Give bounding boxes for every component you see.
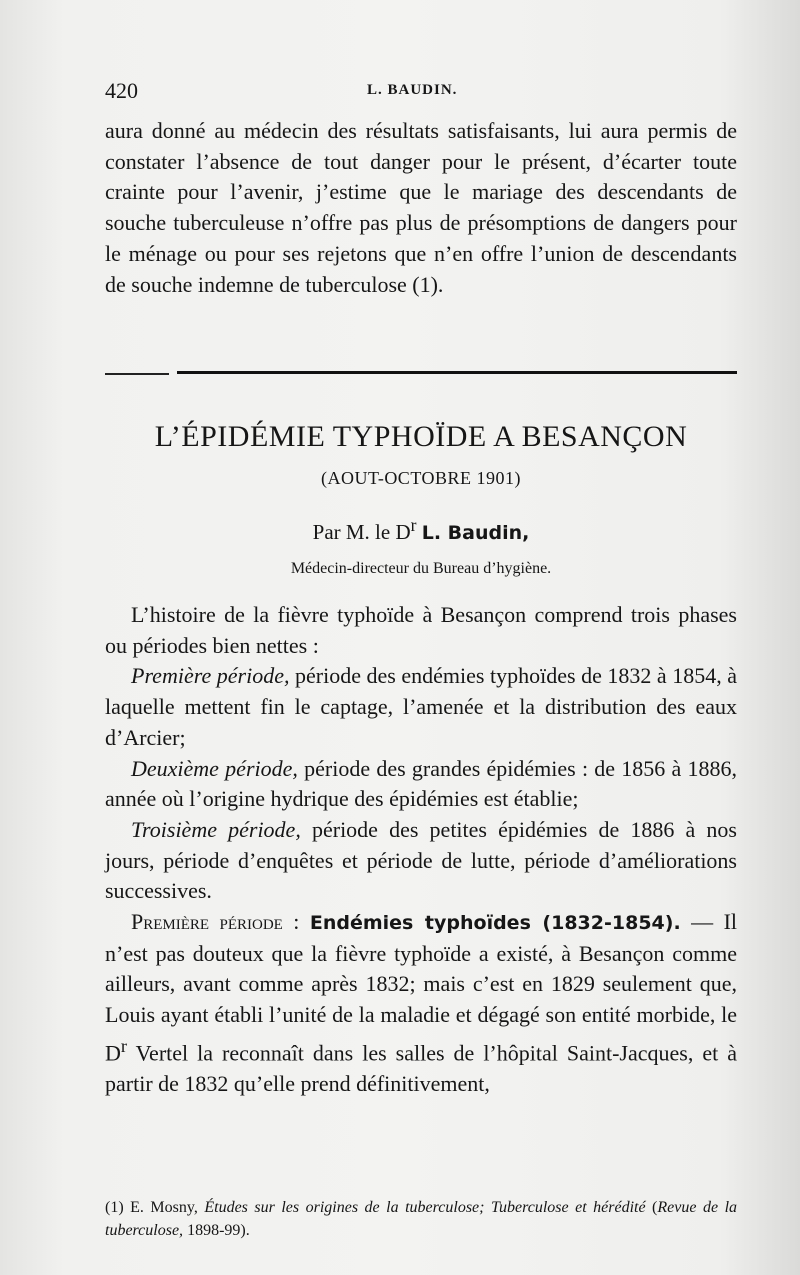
first-period-label: Première période, [131,663,290,689]
page-header [105,78,738,108]
article-title: L’ÉPIDÉMIE TYPHOÏDE A BESANÇON [154,420,688,453]
footnote-title: Études sur les origines de la tuberculose; Tuberculose et hérédité [204,1199,646,1216]
paragraph-second-period [105,754,737,815]
paragraph-intro-phases: L’histoire de la fièvre typhoïde à Besançon comprend trois phases ou périodes bien nettes : [105,602,737,658]
footnote-journal: Revue de la tuberculose, [105,1199,738,1239]
article-body [105,600,737,1100]
running-head: L. BAUDIN. [367,82,458,98]
footnote-ref-open: ( [645,1199,658,1216]
author-prefix: Par M. le D [312,520,411,544]
author-name: L. Baudin, [421,522,530,544]
author-line [105,515,737,545]
third-period-text: période des petites épidémies de 1886 à nos jours, période d’enquêtes et période de lutte, période d’améliorations successives. [105,816,737,904]
divider-short-rule [105,373,169,375]
section-label: Première période : [131,909,300,935]
divider-long-rule [177,371,737,374]
section-text: — Il n’est pas douteux que la fièvre typhoïde a existé, à Besançon comme ailleurs, avant comme après 1832; mais c’est en 1829 seulement que, Louis ayant établi l’unité de la maladie et dégagé son entité morbide, le D [105,909,738,1066]
intro-paragraph-block [105,116,737,300]
footnote-ref-end: 1898-99). [183,1222,250,1239]
section-text-end: Vertel la reconnaît dans les salles de l’hôpital Saint-Jacques, et à partir de 1832 qu’elle prend définitivement, [105,1040,737,1096]
author-role: Médecin-directeur du Bureau d’hygiène. [290,560,552,577]
third-period-label: Troisième période, [131,816,301,842]
section-heading: Endémies typhoïdes (1832-1854). [309,912,681,935]
paragraph-section-first-period [105,907,737,1100]
paragraph-third-period [105,815,737,907]
footnote-marker: (1) E. Mosny, [105,1199,198,1216]
page-number: 420 [105,78,138,103]
second-period-label: Deuxième période, [131,755,298,781]
first-period-text: période des endémies typhoïdes de 1832 à 1854, à laquelle mettent fin le captage, l’amenée et la distribution des eaux d’Arcier; [105,663,737,750]
footnote [105,1196,737,1242]
second-period-text: période des grandes épidémies : de 1856 à 1886, année où l’origine hydrique des épidémies est établie; [105,755,738,812]
paragraph-first-period [105,661,737,753]
section-text-sup: r [120,1035,127,1056]
article-subtitle: (AOUT-OCTOBRE 1901) [320,468,521,488]
intro-paragraph: aura donné au médecin des résultats satisfaisants, lui aura permis de constater l’absence de tout danger pour le présent, d’écarter toute crainte pour l’avenir, j’estime que le mariage des descendants de souche tuberculeuse n’offre pas plus de présomptions de dangers pour le ménage ou pour ses rejetons que n’en offre l’union de descendants de souche indemne de tuberculose (1). [105,118,737,297]
author-prefix-sup: r [410,515,417,535]
section-divider [105,371,737,377]
